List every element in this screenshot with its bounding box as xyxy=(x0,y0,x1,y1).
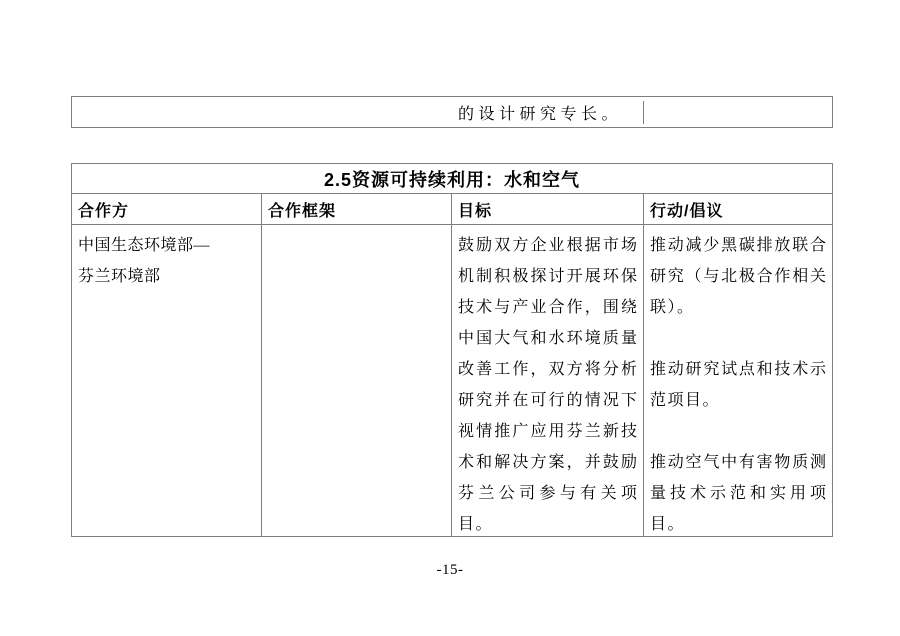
text-line: 目。 xyxy=(458,516,494,533)
table-body-row xyxy=(72,225,832,536)
text-line: 研究并在可行的情况下 xyxy=(458,392,637,409)
fragment-cell-goal: 的设计研究专长。 xyxy=(452,101,644,124)
text-line: 中国大气和水环境质量 xyxy=(458,330,637,347)
text-line: 推动研究试点和技术示 xyxy=(650,361,826,378)
text-line: 视情推广应用芬兰新技 xyxy=(458,423,637,440)
text-line: 机制积极探讨开展环保 xyxy=(458,268,637,285)
section-title: 2.5资源可持续利用：水和空气 xyxy=(323,169,581,190)
text-line: 中国生态环境部— xyxy=(78,237,211,254)
text-line: 技术与产业合作，围绕 xyxy=(458,299,637,316)
text-line: 推动空气中有害物质测 xyxy=(650,454,826,471)
section-title-row xyxy=(72,164,832,194)
text-line xyxy=(650,416,826,447)
column-header-partner: 合作方 xyxy=(72,194,262,224)
table-header-row xyxy=(72,194,832,225)
page-number: -15- xyxy=(436,562,464,578)
text-line: 改善工作，双方将分析 xyxy=(458,361,637,378)
text-line: 范项目。 xyxy=(650,392,721,409)
text-line: 目。 xyxy=(650,516,686,533)
cell-action xyxy=(644,225,832,536)
text-line: 鼓励双方企业根据市场 xyxy=(458,237,637,254)
text-line: 推动减少黑碳排放联合 xyxy=(650,237,826,254)
cell-partner xyxy=(72,225,262,536)
text-line: 研究（与北极合作相关 xyxy=(650,268,826,285)
cell-framework xyxy=(262,225,452,536)
column-header-framework: 合作框架 xyxy=(262,194,452,224)
text-line: 术和解决方案，并鼓励 xyxy=(458,454,637,471)
column-header-action: 行动/倡议 xyxy=(650,202,724,220)
previous-table-fragment xyxy=(71,96,833,128)
cell-goal xyxy=(452,225,644,536)
column-header-goal: 目标 xyxy=(452,194,644,224)
section-table xyxy=(71,163,833,537)
text-line: 联）。 xyxy=(650,299,695,316)
text-line: 芬兰公司参与有关项 xyxy=(458,485,637,502)
text-line: 量技术示范和实用项 xyxy=(650,485,826,502)
text-line: 芬兰环境部 xyxy=(78,268,161,285)
fragment-row xyxy=(72,97,832,127)
text-line xyxy=(650,323,826,354)
